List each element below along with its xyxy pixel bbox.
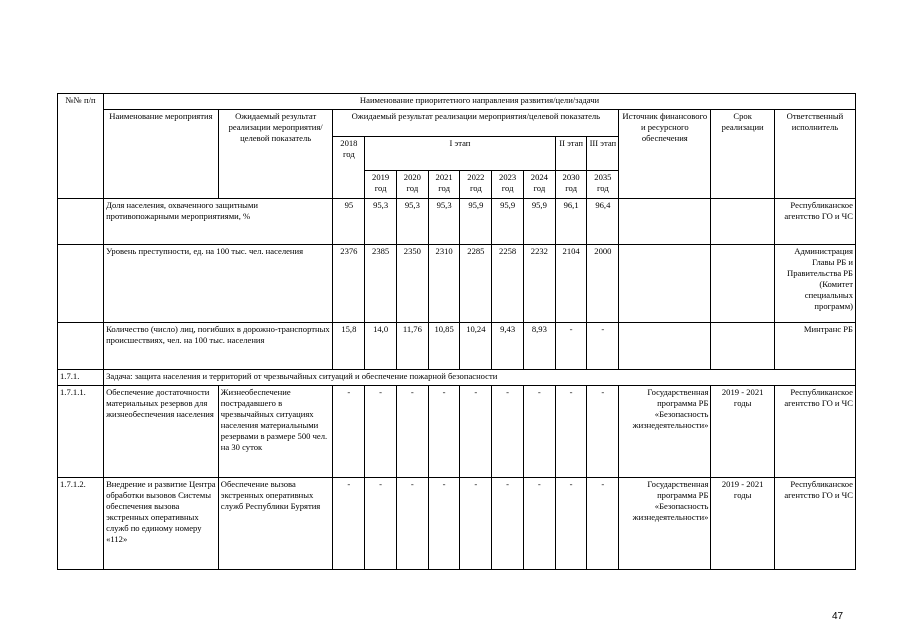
- value-cell: -: [523, 478, 555, 570]
- indicator-name: Количество (число) лиц, погибших в дорожно-транспортных происшествиях, чел. на 100 тыс. населения: [104, 323, 333, 370]
- value-cell: -: [492, 386, 524, 478]
- value-cell: 95,3: [396, 199, 428, 245]
- table-row: [58, 478, 856, 570]
- value-cell: -: [555, 323, 587, 370]
- measure-num: 1.7.1.1.: [58, 386, 104, 478]
- value-cell: 2104: [555, 245, 587, 323]
- value-cell: 2000: [587, 245, 619, 323]
- value-cell: 2258: [492, 245, 524, 323]
- responsible-cell: Администрация Главы РБ и Правительства РБ (Комитет специальных программ): [774, 245, 855, 323]
- task-row: [58, 370, 856, 386]
- value-cell: -: [587, 386, 619, 478]
- source-cell: [619, 199, 711, 245]
- header-year: 2024 год: [523, 171, 555, 199]
- value-cell: -: [333, 386, 365, 478]
- value-cell: -: [555, 478, 587, 570]
- value-cell: 95: [333, 199, 365, 245]
- table-row: [58, 323, 856, 370]
- value-cell: -: [523, 386, 555, 478]
- responsible-cell: Республиканское агентство ГО и ЧС: [774, 199, 855, 245]
- value-cell: 96,4: [587, 199, 619, 245]
- header-expected-result-span: Ожидаемый результат реализации мероприятия/целевой показатель: [333, 110, 619, 137]
- measure-name: Обеспечение достаточности материальных резервов для жизнеобеспечения населения: [104, 386, 219, 478]
- value-cell: 2350: [396, 245, 428, 323]
- header-source: Источник финансового и ресурсного обеспечения: [619, 110, 711, 199]
- value-cell: 8,93: [523, 323, 555, 370]
- value-cell: -: [428, 478, 460, 570]
- value-cell: 2376: [333, 245, 365, 323]
- term-cell: 2019 - 2021 годы: [711, 478, 775, 570]
- header-expected-result: Ожидаемый результат реализации мероприятия/целевой показатель: [218, 110, 333, 199]
- value-cell: 10,24: [460, 323, 492, 370]
- source-cell: [619, 245, 711, 323]
- header-stage-2: II этап: [555, 137, 587, 171]
- header-year: 2021 год: [428, 171, 460, 199]
- header-measure-name: Наименование мероприятия: [104, 110, 219, 199]
- source-cell: [619, 323, 711, 370]
- header-year: 2035 год: [587, 171, 619, 199]
- value-cell: -: [428, 386, 460, 478]
- value-cell: 9,43: [492, 323, 524, 370]
- table-row: [58, 199, 856, 245]
- header-year: 2020 год: [396, 171, 428, 199]
- value-cell: -: [333, 478, 365, 570]
- value-cell: 95,9: [523, 199, 555, 245]
- value-cell: -: [555, 386, 587, 478]
- value-cell: -: [396, 478, 428, 570]
- term-cell: [711, 245, 775, 323]
- source-cell: Государственная программа РБ «Безопасность жизнедеятельности»: [619, 386, 711, 478]
- value-cell: 2385: [365, 245, 397, 323]
- value-cell: -: [460, 386, 492, 478]
- task-num: 1.7.1.: [58, 370, 104, 386]
- header-year-2018: 2018 год: [333, 137, 365, 199]
- value-cell: 10,85: [428, 323, 460, 370]
- value-cell: 96,1: [555, 199, 587, 245]
- value-cell: 95,3: [428, 199, 460, 245]
- responsible-cell: Республиканское агентство ГО и ЧС: [774, 386, 855, 478]
- indicator-name: Уровень преступности, ед. на 100 тыс. чел. населения: [104, 245, 333, 323]
- page-number: 47: [832, 611, 844, 622]
- measure-num: 1.7.1.2.: [58, 478, 104, 570]
- value-cell: 95,9: [492, 199, 524, 245]
- header-responsible: Ответственный исполнитель: [774, 110, 855, 199]
- value-cell: -: [365, 478, 397, 570]
- measure-result: Обеспечение вызова экстренных оперативных служб Республики Бурятия: [218, 478, 333, 570]
- source-cell: Государственная программа РБ «Безопасность жизнедеятельности»: [619, 478, 711, 570]
- header-year: 2023 год: [492, 171, 524, 199]
- table-row: [58, 386, 856, 478]
- value-cell: 2310: [428, 245, 460, 323]
- table-row: [58, 245, 856, 323]
- value-cell: 15,8: [333, 323, 365, 370]
- header-year: 2019 год: [365, 171, 397, 199]
- value-cell: -: [492, 478, 524, 570]
- header-term: Срок реализации: [711, 110, 775, 199]
- value-cell: 2285: [460, 245, 492, 323]
- value-cell: -: [365, 386, 397, 478]
- responsible-cell: Республиканское агентство ГО и ЧС: [774, 478, 855, 570]
- value-cell: 2232: [523, 245, 555, 323]
- row-num: [58, 199, 104, 245]
- value-cell: 95,3: [365, 199, 397, 245]
- header-year: 2022 год: [460, 171, 492, 199]
- value-cell: 14,0: [365, 323, 397, 370]
- value-cell: -: [396, 386, 428, 478]
- header-year: 2030 год: [555, 171, 587, 199]
- measure-name: Внедрение и развитие Центра обработки вызовов Системы обеспечения вызова экстренных оперативных служб по единому номеру «112»: [104, 478, 219, 570]
- value-cell: -: [587, 478, 619, 570]
- header-num: №№ п/п: [58, 94, 104, 199]
- task-text: Задача: защита населения и территорий от чрезвычайных ситуаций и обеспечение пожарной безопасности: [104, 370, 856, 386]
- term-cell: [711, 199, 775, 245]
- header-priority-direction: Наименование приоритетного направления развития/цели/задачи: [104, 94, 856, 110]
- header-stage-3: III этап: [587, 137, 619, 171]
- responsible-cell: Минтранс РБ: [774, 323, 855, 370]
- value-cell: 95,9: [460, 199, 492, 245]
- row-num: [58, 323, 104, 370]
- measure-result: Жизнеобеспечение пострадавшего в чрезвычайных ситуациях населения материальными резервами в размере 500 чел. на 30 суток: [218, 386, 333, 478]
- program-table: [57, 93, 856, 570]
- term-cell: [711, 323, 775, 370]
- row-num: [58, 245, 104, 323]
- indicator-name: Доля населения, охваченного защитными противопожарными мероприятиями, %: [104, 199, 333, 245]
- value-cell: -: [587, 323, 619, 370]
- value-cell: 11,76: [396, 323, 428, 370]
- value-cell: -: [460, 478, 492, 570]
- header-stage-1: I этап: [365, 137, 556, 171]
- term-cell: 2019 - 2021 годы: [711, 386, 775, 478]
